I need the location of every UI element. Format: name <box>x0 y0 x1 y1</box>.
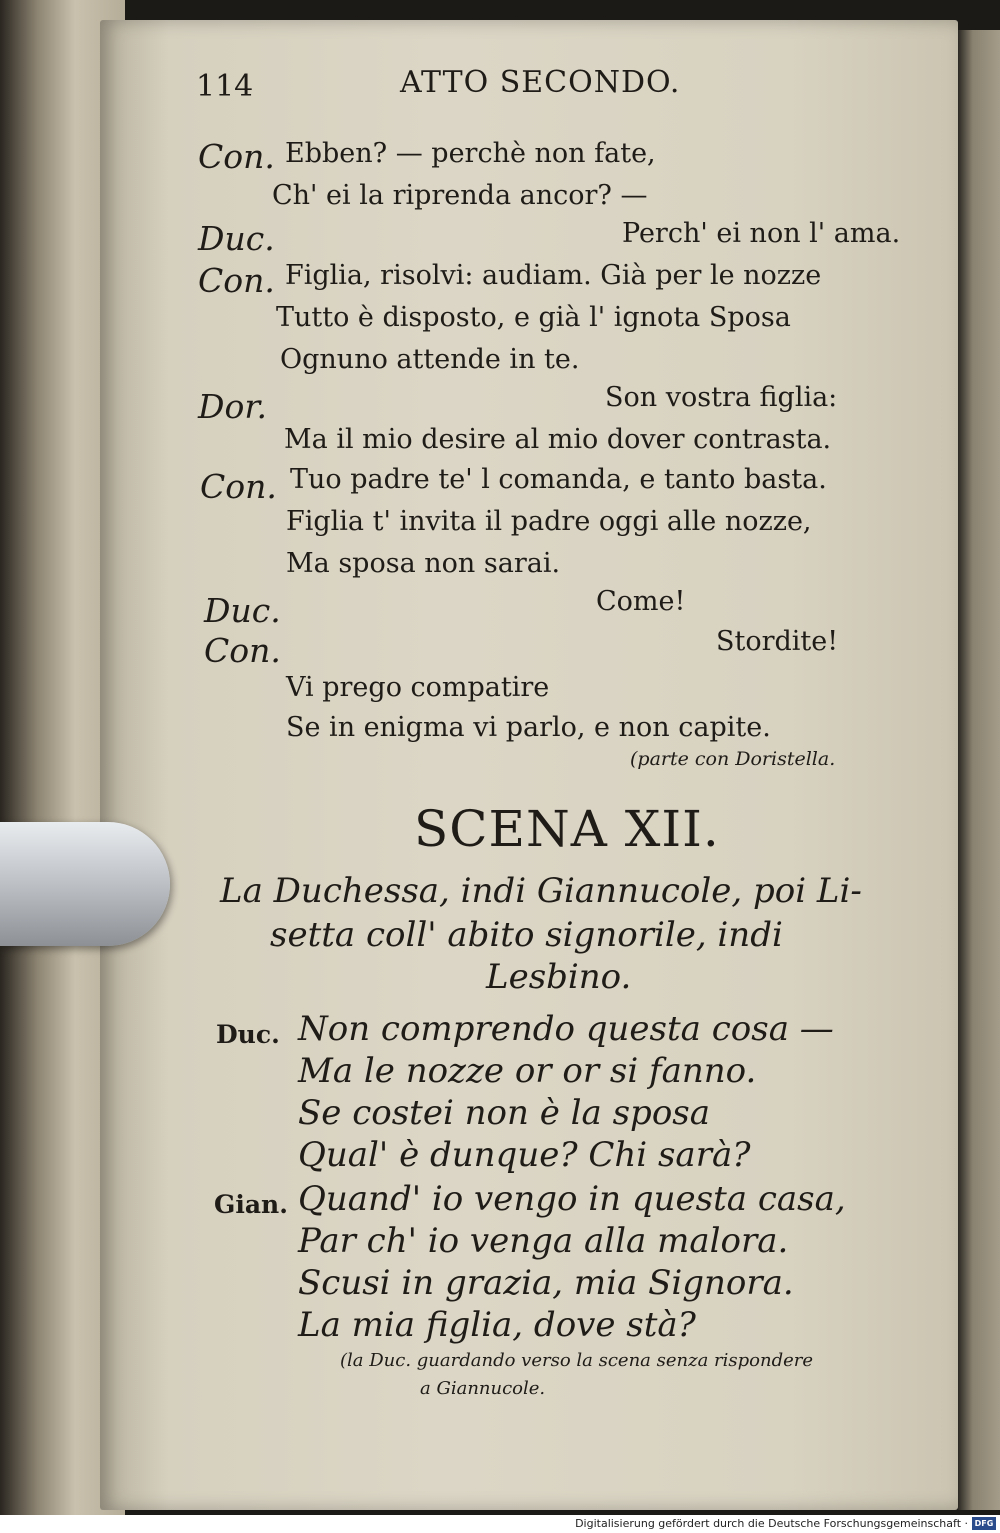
verse-line: Se costei non è la sposa <box>298 1093 711 1133</box>
speaker-label: Con. <box>200 467 277 506</box>
book-page-edge-right <box>958 30 1000 1510</box>
dialogue-line: Tuo padre te' l comanda, e tanto basta. <box>290 464 827 495</box>
verse-line: Scusi in grazia, mia Signora. <box>298 1263 794 1303</box>
dialogue-line: Se in enigma vi parlo, e non capite. <box>286 712 771 743</box>
stage-direction: a Giannucole. <box>420 1378 546 1399</box>
speaker-label: Con. <box>198 137 275 176</box>
dialogue-line: Stordite! <box>716 626 839 657</box>
dialogue-line: Figlia, risolvi: audiam. Già per le nozze <box>285 260 822 291</box>
speaker-label: Duc. <box>204 591 281 630</box>
dialogue-line: Ma il mio desire al mio dover contrasta. <box>284 424 832 455</box>
dialogue-line: Ma sposa non sarai. <box>286 548 561 579</box>
stage-direction: (parte con Doristella. <box>630 748 836 770</box>
verse-line: Par ch' io venga alla malora. <box>298 1221 789 1261</box>
dialogue-line: Ebben? — perchè non fate, <box>285 138 656 169</box>
dialogue-line: Perch' ei non l' ama. <box>622 218 901 249</box>
dialogue-line: Vi prego compatire <box>286 672 550 703</box>
dialogue-line: Ch' ei la riprenda ancor? — <box>272 180 648 211</box>
digitization-footer <box>0 1515 1000 1533</box>
verse-line: Qual' è dunque? Chi sarà? <box>298 1135 751 1175</box>
running-title: ATTO SECONDO. <box>400 65 681 100</box>
speaker-label: Gian. <box>214 1190 288 1219</box>
dialogue-line: Son vostra figlia: <box>605 382 838 413</box>
verse-line: Ma le nozze or or si fanno. <box>298 1051 757 1091</box>
scene-title: SCENA XII. <box>414 800 720 858</box>
verse-line: La mia figlia, dove stà? <box>298 1305 696 1345</box>
verse-line: Quand' io vengo in questa casa, <box>298 1179 846 1219</box>
speaker-label: Con. <box>204 631 281 670</box>
speaker-label: Duc. <box>198 219 275 258</box>
scene-description-line: Lesbino. <box>486 957 632 997</box>
page-holder-clip <box>0 822 170 946</box>
dialogue-line: Ognuno attende in te. <box>280 344 580 375</box>
scene-description-line: La Duchessa, indi Giannucole, poi Li- <box>220 871 862 911</box>
speaker-label: Con. <box>198 261 275 300</box>
dialogue-line: Tutto è disposto, e già l' ignota Sposa <box>276 302 791 333</box>
dialogue-line: Come! <box>596 586 686 617</box>
page-number: 114 <box>196 69 254 104</box>
speaker-label: Duc. <box>216 1020 280 1049</box>
stage-direction: (la Duc. guardando verso la scena senza rispondere <box>340 1350 814 1371</box>
dfg-logo-icon: DFG <box>972 1517 996 1530</box>
scene-description-line: setta coll' abito signorile, indi <box>270 915 783 955</box>
speaker-label: Dor. <box>198 387 267 426</box>
funding-credit: Digitalisierung gefördert durch die Deutsche Forschungsgemeinschaft · <box>575 1517 968 1530</box>
dialogue-line: Figlia t' invita il padre oggi alle nozze, <box>286 506 812 537</box>
verse-line: Non comprendo questa cosa — <box>298 1009 834 1049</box>
